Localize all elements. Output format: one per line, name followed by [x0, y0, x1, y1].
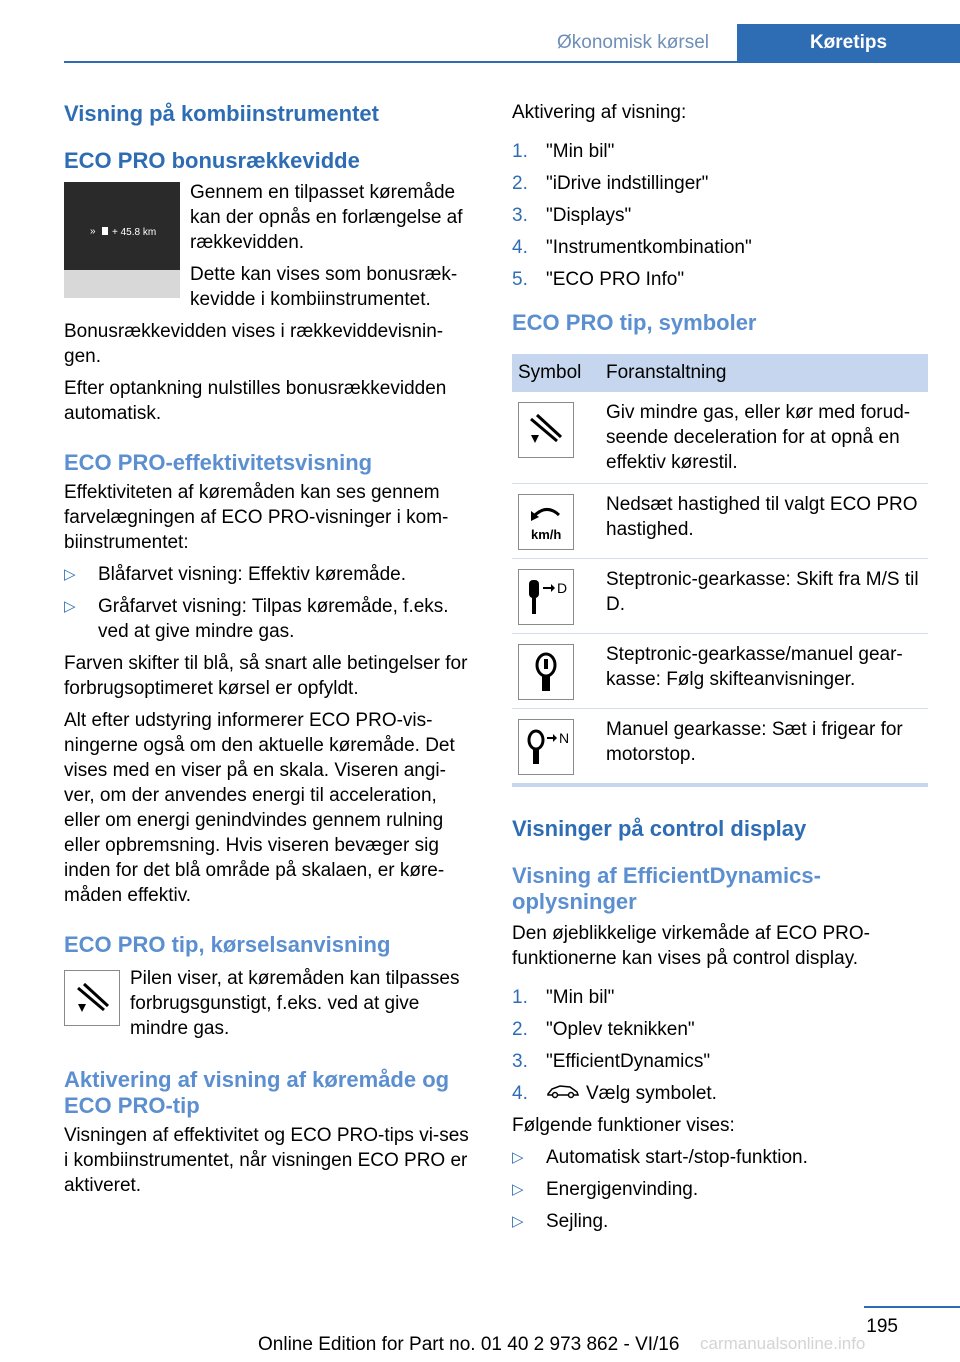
tip-paragraph: Pilen viser, at køremåden kan tilpasses forbrugsgunstigt, f.eks. ved at give mindre gas.	[130, 968, 460, 1039]
list-item: 2. "iDrive indstillinger"	[512, 173, 709, 194]
efficiency-paragraph-2: Farven skifter til blå, så snart alle betingelser for forbrugsoptimeret kørsel er opfyldt.	[64, 653, 468, 699]
list-item: 4. Vælg symbolet.	[512, 1081, 928, 1106]
table-row	[512, 559, 928, 634]
header-chapter: Køretips	[737, 24, 960, 62]
control-display-heading: Visninger på control display	[512, 816, 807, 841]
gear-neutral-icon	[518, 719, 574, 775]
svg-text:»: »	[90, 226, 96, 237]
bonus-paragraph-1: Gennem en tilpasset køremåde kan der opnås en forlængelse af rækkevidden.	[190, 182, 463, 253]
symbols-heading: ECO PRO tip, symboler	[512, 310, 757, 335]
list-item: ▷ Gråfarvet visning: Tilpas køremåde, f.eks. ved at give mindre gas.	[64, 596, 449, 642]
efficientdynamics-paragraph: Den øjeblikkelige virkemåde af ECO PRO-funktionerne kan vises på control display.	[512, 923, 870, 969]
edition-info: Online Edition for Part no. 01 40 2 973 862 - VI/16	[258, 1334, 680, 1355]
functions-list	[512, 1145, 928, 1234]
efficientdynamics-heading: Visning af EfficientDynamics-oplysninger	[512, 863, 821, 914]
bonus-range-value: + 45.8 km	[112, 227, 157, 238]
activation-steps	[512, 139, 928, 292]
header-divider	[64, 61, 960, 63]
efficiency-paragraph-3: Alt efter udstyring informerer ECO PRO-vis-ningerne også om den aktuelle køremåde. Det vises med en viser på en skala. Viseren angi-ver, om der anvendes energi til acceleration, eller om energi genindvindes gennem rulning eller opbremsning. Hvis viseren bevæger sig inden for det blå område på skalaen, er køre-måden effektiv.	[64, 710, 455, 906]
watermark: carmanualsonline.info	[700, 1334, 866, 1353]
gear-shift-indicator-icon	[518, 644, 574, 700]
table-row	[512, 709, 928, 786]
page-number: 195	[866, 1316, 898, 1337]
svg-text:N: N	[559, 730, 570, 746]
right-column	[512, 100, 928, 1241]
tip-heading: ECO PRO tip, kørselsanvisning	[64, 932, 391, 957]
activation-heading: Aktivering af visning af køremåde og ECO PRO-tip	[64, 1067, 450, 1118]
table-row	[512, 634, 928, 709]
table-cell: Nedsæt hastighed til valgt ECO PRO hastighed.	[600, 484, 928, 559]
gear-shift-d-icon	[518, 569, 574, 625]
list-item: 4. "Instrumentkombination"	[512, 237, 752, 258]
foot-off-pedal-icon	[518, 402, 574, 458]
list-item: 2. "Oplev teknikken"	[512, 1019, 695, 1040]
list-item: 3. "EfficientDynamics"	[512, 1051, 711, 1072]
efficiency-paragraph-1: Effektiviteten af køremåden kan ses gennem farvelægningen af ECO PRO-visninger i kom-biinstrumentet:	[64, 482, 449, 553]
table-row	[512, 392, 928, 484]
table-cell: Manuel gearkasse: Sæt i frigear for motorstop.	[600, 709, 928, 786]
table-cell: Giv mindre gas, eller kør med forud-seende deceleration for at opnå en effektiv kørestil.	[600, 392, 928, 484]
list-item: 1. "Min bil"	[512, 141, 615, 162]
svg-text:D: D	[557, 580, 568, 596]
section-title: Visning på kombiinstrumentet	[64, 101, 379, 126]
foot-off-pedal-icon	[64, 970, 120, 1031]
efficiency-list	[64, 562, 476, 644]
bonus-range-display	[64, 182, 180, 303]
activation-title: Aktivering af visning:	[512, 102, 687, 123]
efficiency-heading: ECO PRO-effektivitetsvisning	[64, 450, 373, 475]
symbols-table	[512, 354, 928, 787]
efficientdynamics-steps	[512, 985, 928, 1106]
footer-divider	[864, 1306, 960, 1308]
bonus-heading: ECO PRO bonusrækkevidde	[64, 148, 360, 173]
table-cell: Steptronic-gearkasse: Skift fra M/S til D.	[600, 559, 928, 634]
bonus-paragraph-4: Efter optankning nulstilles bonusrækkevidden automatisk.	[64, 378, 447, 424]
svg-text:km/h: km/h	[531, 527, 562, 542]
car-icon	[546, 1081, 580, 1106]
list-item: ▷ Energigenvinding.	[512, 1179, 699, 1201]
list-item: 1. "Min bil"	[512, 987, 615, 1008]
list-item: ▷ Sejling.	[512, 1211, 609, 1233]
list-item: 5. "ECO PRO Info"	[512, 269, 685, 290]
functions-intro: Følgende funktioner vises:	[512, 1115, 735, 1137]
list-item: 3. "Displays"	[512, 205, 632, 226]
list-item: ▷ Blåfarvet visning: Effektiv køremåde.	[64, 564, 406, 585]
table-row	[512, 484, 928, 559]
table-cell: Steptronic-gearkasse/manuel gear-kasse: Følg skifteanvisninger.	[600, 634, 928, 709]
bonus-paragraph-3: Bonusrækkevidden vises i rækkeviddevisnin-gen.	[64, 321, 444, 367]
speed-reduce-icon	[518, 494, 574, 550]
table-header-symbol: Symbol	[512, 354, 600, 392]
left-column	[64, 100, 476, 1198]
list-item: ▷ Automatisk start-/stop-funktion.	[512, 1147, 808, 1169]
activation-paragraph: Visningen af effektivitet og ECO PRO-tips vi-ses i kombiinstrumentet, når visningen ECO PRO er aktiveret.	[64, 1125, 469, 1196]
bonus-paragraph-2: Dette kan vises som bonusræk-kevidde i kombiinstrumentet.	[190, 264, 458, 310]
header-section: Økonomisk kørsel	[556, 32, 710, 53]
table-header-action: Foranstaltning	[600, 354, 928, 392]
